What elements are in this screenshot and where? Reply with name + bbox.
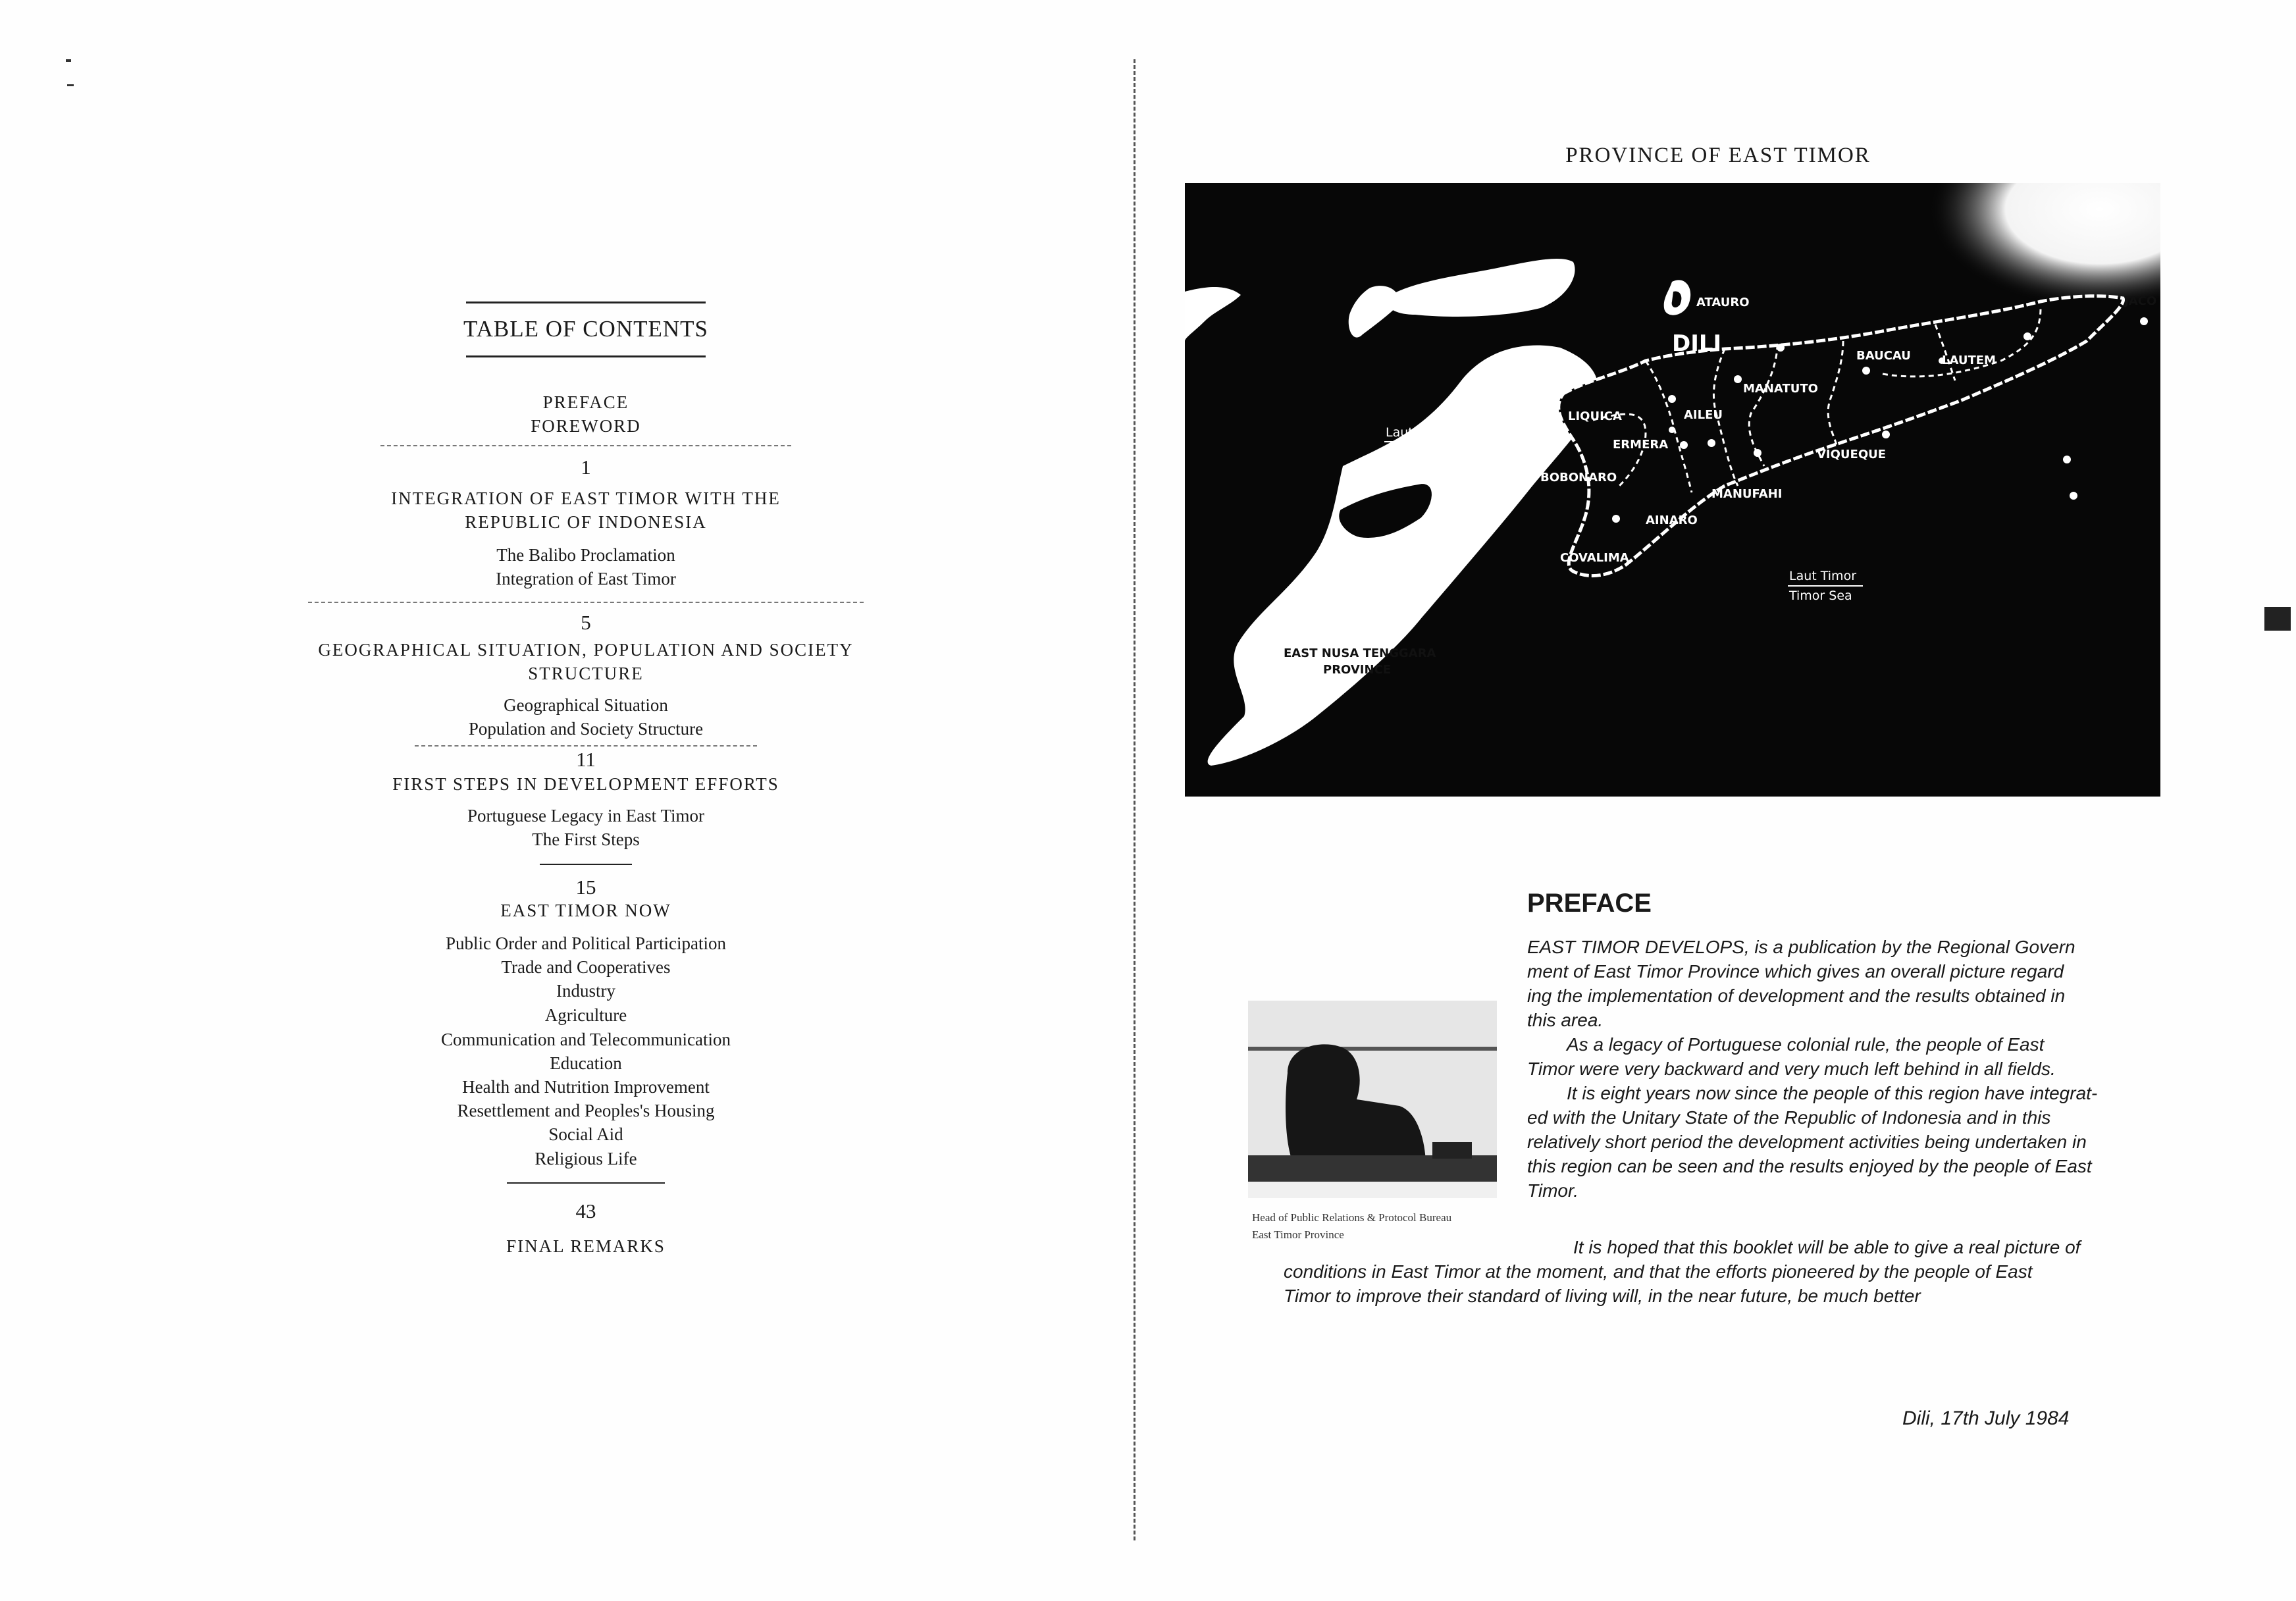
preface-line: ing the implementation of development and the results obtained in	[1527, 985, 2066, 1006]
preface-line: As a legacy of Portuguese colonial rule, the people of East	[1567, 1034, 2045, 1055]
preface-line: Timor were very backward and very much left behind in all fields.	[1527, 1059, 2056, 1079]
scan-mark	[67, 84, 74, 86]
divider	[308, 602, 864, 603]
label-sawu-sea: Sawu Sea	[1386, 444, 1447, 458]
preface-line: ment of East Timor Province which gives an overall picture regard	[1527, 961, 2064, 982]
preface-body-lower	[1284, 1235, 2159, 1308]
label-ent-line2: PROVINCE	[1323, 663, 1392, 677]
map-title: PROVINCE OF EAST TIMOR	[1565, 144, 1871, 167]
island-left	[1185, 287, 1241, 341]
town-dot	[1754, 449, 1761, 457]
preface-heading: PREFACE	[1527, 889, 1652, 918]
label-atauro: ATAURO	[1696, 296, 1750, 309]
town-dot	[1882, 431, 1890, 438]
town-dot	[1734, 375, 1742, 383]
label-timor-sea: Timor Sea	[1789, 589, 1852, 603]
label-dili: DILI	[1672, 330, 1722, 357]
town-dot	[1862, 367, 1870, 375]
page-number: 11	[576, 748, 596, 771]
toc-item[interactable]: Health and Nutrition Improvement	[462, 1077, 710, 1097]
map-svg	[1185, 183, 2160, 797]
alor-island	[1386, 259, 1575, 317]
toc-item[interactable]: Resettlement and Peoples's Housing	[457, 1101, 715, 1120]
toc-item[interactable]: Population and Society Structure	[468, 719, 704, 739]
toc-title: TABLE OF CONTENTS	[463, 316, 708, 342]
town-dot	[1668, 395, 1676, 403]
page-number: 43	[575, 1199, 596, 1222]
toc-item[interactable]: The First Steps	[532, 829, 640, 849]
scan-mark	[2264, 607, 2291, 631]
label-alor: ALOR	[1515, 293, 1551, 307]
toc-item[interactable]: The Balibo Proclamation	[496, 545, 675, 565]
toc-item[interactable]: Portuguese Legacy in East Timor	[467, 806, 704, 826]
photo-svg	[1248, 1001, 1497, 1198]
label-covalima: COVALIMA	[1560, 551, 1629, 565]
town-dot	[1680, 441, 1688, 449]
label-laut-timor: Laut Timor	[1789, 569, 1857, 583]
preface-line: EAST TIMOR DEVELOPS, is a publication by the Regional Govern	[1527, 937, 2075, 957]
toc-item[interactable]: Public Order and Political Participation	[446, 933, 726, 953]
preface-body-upper	[1527, 935, 2159, 1203]
scan-mark	[66, 59, 71, 62]
label-bobonaro: BOBONARO	[1540, 471, 1617, 485]
toc-foreword[interactable]: FOREWORD	[531, 416, 641, 436]
title-rule-top	[466, 302, 706, 303]
town-dot	[2063, 456, 2071, 463]
preface-line: It is eight years now since the people of this region have integrat-	[1567, 1083, 2098, 1103]
glare	[1929, 183, 2160, 308]
photo-strip	[1248, 1182, 1497, 1198]
label-ainaro: AINARO	[1646, 513, 1698, 527]
toc-section-heading[interactable]: FINAL REMARKS	[506, 1236, 665, 1256]
label-laut-sawu: Laut Sawu	[1386, 425, 1451, 440]
toc-item[interactable]: Geographical Situation	[504, 695, 668, 715]
desk-object	[1432, 1142, 1472, 1159]
town-dot	[1777, 344, 1785, 352]
toc-item[interactable]: Integration of East Timor	[496, 569, 676, 589]
toc-section-heading[interactable]: REPUBLIC OF INDONESIA	[465, 512, 707, 532]
preface-line: conditions in East Timor at the moment, and that the efforts pioneered by the people of East	[1284, 1261, 2033, 1282]
divider	[380, 445, 791, 446]
label-lautem: LAUTEM	[1942, 354, 1996, 367]
preface-line: relatively short period the development activities being undertaken in	[1527, 1132, 2087, 1152]
toc-section-heading[interactable]: INTEGRATION OF EAST TIMOR WITH THE	[391, 488, 781, 508]
label-ermera: ERMERA	[1613, 438, 1669, 452]
toc-item[interactable]: Trade and Cooperatives	[501, 957, 671, 977]
toc-item[interactable]: Religious Life	[535, 1149, 637, 1168]
page-number: 15	[575, 876, 596, 899]
east-timor-map	[1185, 183, 2160, 797]
photo-line	[1248, 1047, 1497, 1051]
label-manatuto: MANATUTO	[1743, 382, 1818, 396]
preface-signature: Dili, 17th July 1984	[1902, 1407, 2070, 1429]
divider	[415, 745, 757, 747]
page-number: 5	[581, 611, 591, 634]
preface-line: this area.	[1527, 1010, 1604, 1030]
photo-caption-line1: Head of Public Relations & Protocol Bureau	[1252, 1211, 1452, 1224]
preface-line: It is hoped that this booklet will be able to give a real picture of	[1573, 1237, 2081, 1257]
label-manufahi: MANUFAHI	[1711, 487, 1783, 501]
divider	[507, 1182, 665, 1184]
label-viqueque: VIQUEQUE	[1817, 448, 1887, 461]
toc-item[interactable]: Communication and Telecommunication	[440, 1030, 731, 1049]
town-dot	[1669, 427, 1675, 433]
town-dot	[1708, 439, 1715, 447]
west-timor	[1208, 346, 1598, 766]
toc-item[interactable]: Education	[550, 1053, 622, 1073]
label-ambenu: AMBENU	[1366, 576, 1424, 590]
toc-section-heading[interactable]: EAST TIMOR NOW	[500, 901, 671, 920]
toc-section-heading[interactable]: FIRST STEPS IN DEVELOPMENT EFFORTS	[392, 774, 779, 794]
toc-item[interactable]: Agriculture	[544, 1005, 627, 1025]
preface-line: Timor to improve their standard of living will, in the near future, be much better	[1284, 1286, 1921, 1306]
toc-item[interactable]: Industry	[556, 981, 615, 1001]
toc-preface[interactable]: PREFACE	[542, 392, 629, 412]
preface-line: Timor.	[1527, 1180, 1579, 1201]
page-gutter	[1134, 59, 1135, 1540]
preface-line: ed with the Unitary State of the Republic of Indonesia and in this	[1527, 1107, 2051, 1128]
preface-line: this region can be seen and the results enjoyed by the people of East	[1527, 1156, 2092, 1176]
label-liquica: LIQUICA	[1568, 409, 1622, 423]
town-dot	[1612, 515, 1620, 523]
official-photo	[1248, 1001, 1497, 1198]
toc-section-heading[interactable]: GEOGRAPHICAL SITUATION, POPULATION AND SOCIETY	[318, 640, 854, 660]
label-baucau: BAUCAU	[1856, 349, 1911, 363]
east-timor-mainland	[1559, 296, 2124, 576]
divider	[540, 864, 632, 865]
town-dot	[2140, 317, 2148, 325]
photo-caption-line2: East Timor Province	[1252, 1228, 1344, 1241]
label-aileu: AILEU	[1684, 408, 1723, 422]
toc-section-heading[interactable]: STRUCTURE	[528, 664, 644, 683]
town-dot	[2070, 492, 2077, 500]
town-dot	[2023, 332, 2031, 340]
desk	[1248, 1155, 1497, 1182]
page-number: 1	[581, 456, 591, 479]
alor-west	[1349, 286, 1399, 337]
toc-item[interactable]: Social Aid	[548, 1124, 623, 1144]
title-rule-bottom	[466, 355, 706, 357]
label-ent-line1: EAST NUSA TENGGARA	[1284, 646, 1436, 660]
label-jaco: JACO	[2124, 294, 2157, 308]
